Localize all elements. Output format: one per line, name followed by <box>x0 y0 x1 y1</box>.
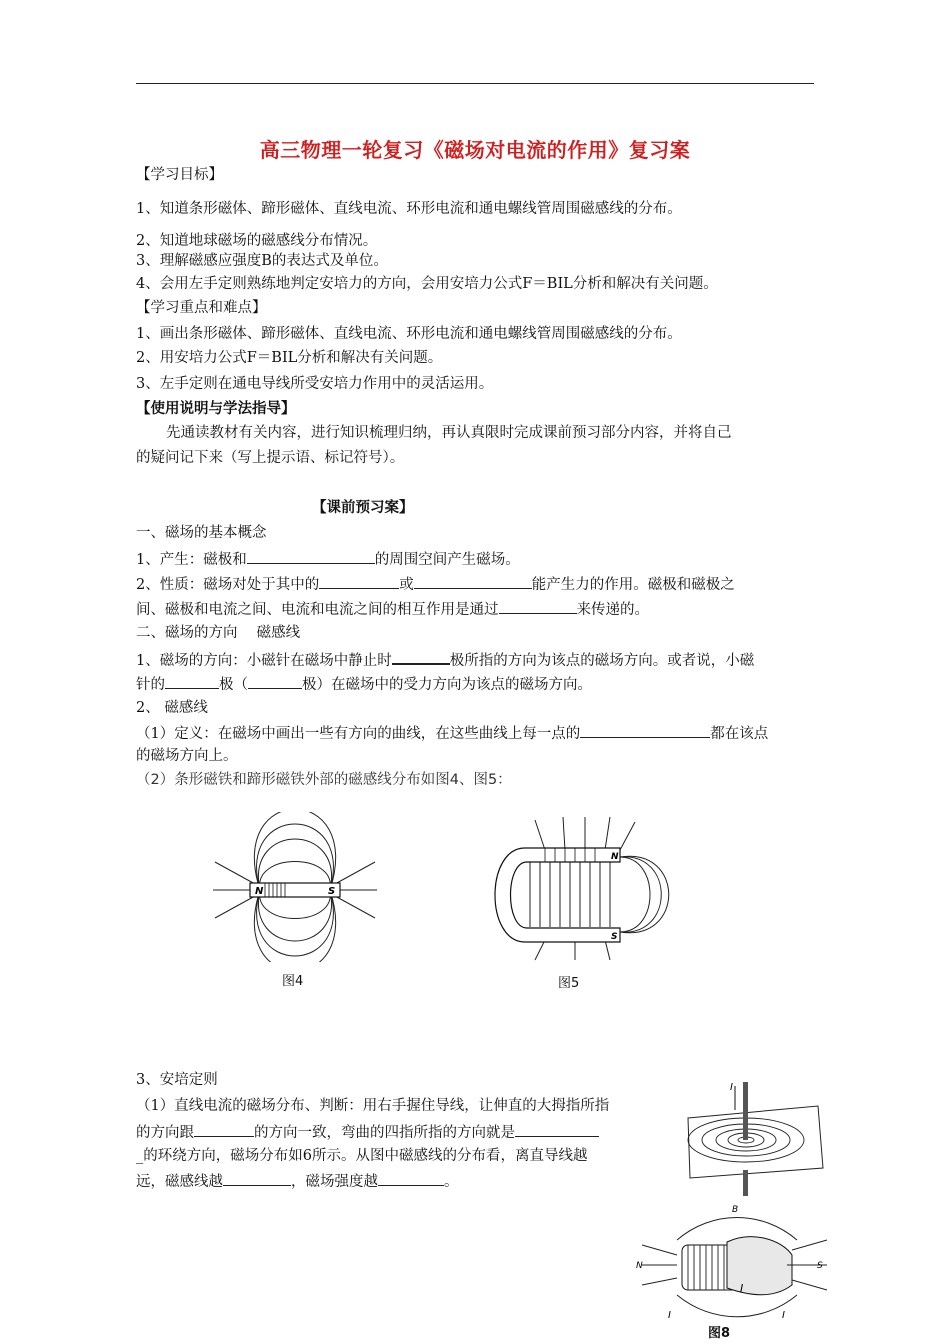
fill-line: 1、磁场的方向：小磁针在磁场中静止时 极所指的方向为该点的磁场方向。或者说，小磁 <box>136 648 754 671</box>
blank-field[interactable] <box>165 673 219 689</box>
fill-line: 针的 极（ 极）在磁场中的受力方向为该点的磁场方向。 <box>136 673 592 695</box>
south-pole-label: S <box>328 886 336 897</box>
solenoid-figure <box>632 1200 832 1324</box>
guide-line: 的疑问记下来（写上提示语、标记符号）。 <box>136 450 405 466</box>
blank-field[interactable] <box>194 1121 254 1137</box>
current-label: I <box>730 1082 733 1093</box>
fill-line: （1）定义：在磁场中画出一些有方向的曲线，在这些曲线上每一点的 都在该点 <box>136 722 768 744</box>
section-title: 二、磁场的方向 磁感线 <box>136 625 301 641</box>
blank-field[interactable] <box>248 673 302 689</box>
section-title: 一、磁场的基本概念 <box>136 525 267 541</box>
figure-5-caption: 图5 <box>558 976 580 991</box>
key-item: 3、左手定则在通电导线所受安培力作用中的灵活运用。 <box>136 376 494 392</box>
blank-field[interactable] <box>247 548 375 564</box>
blank-field[interactable] <box>414 573 532 589</box>
fill-line: 间、磁极和电流之间、电流和电流之间的相互作用是通过 来传递的。 <box>136 598 649 620</box>
figure-8-caption: 图8 <box>708 1326 731 1341</box>
text-line: （1）直线电流的磁场分布、判断：用右手握住导线，让伸直的大拇指所指 <box>136 1098 610 1114</box>
straight-current-figure <box>678 1078 828 1200</box>
figure-4-caption: 图4 <box>282 974 304 989</box>
current-label: I <box>782 1310 785 1321</box>
key-item: 1、画出条形磁体、蹄形磁体、直线电流、环形电流和通电螺线管周围磁感线的分布。 <box>136 326 682 342</box>
section-title: 3、安培定则 <box>136 1072 218 1088</box>
page-title: 高三物理一轮复习《磁场对电流的作用》复习案 <box>259 138 691 162</box>
key-item: 2、用安培力公式F＝BIL分析和解决有关问题。 <box>136 350 443 366</box>
goal-item: 1、知道条形磁体、蹄形磁体、直线电流、环形电流和通电螺线管周围磁感线的分布。 <box>136 201 682 217</box>
goal-item: 3、理解磁感应强度B的表达式及单位。 <box>136 253 388 269</box>
header-rule <box>136 83 814 84</box>
text-line: （2）条形磁铁和蹄形磁铁外部的磁感线分布如图4、图5： <box>136 772 512 788</box>
subsection-title: 2、 磁感线 <box>136 700 208 716</box>
goal-item: 4、会用左手定则熟练地判定安培力的方向，会用安培力公式F＝BIL分析和解决有关问题。 <box>136 276 718 292</box>
fill-line: 的方向跟 的方向一致，弯曲的四指所指的方向就是 <box>136 1121 599 1143</box>
blank-field[interactable] <box>515 1121 599 1137</box>
north-pole-label: N <box>636 1261 643 1271</box>
guide-line: 先通读教材有关内容，进行知识梳理归纳，再认真限时完成课前预习部分内容，并将自己 <box>166 425 732 441</box>
north-pole-label: N <box>611 852 619 862</box>
goal-item: 2、知道地球磁场的磁感线分布情况。 <box>136 233 378 249</box>
field-label: B <box>732 1205 739 1215</box>
goals-header: 【学习目标】 <box>136 167 223 183</box>
bar-magnet-figure <box>205 812 385 962</box>
blank-field[interactable] <box>499 598 577 614</box>
fill-line: 远，磁感线越 ，磁场强度越 。 <box>136 1170 459 1192</box>
guide-header: 【使用说明与学法指导】 <box>136 400 296 417</box>
blank-field[interactable] <box>378 1170 444 1186</box>
horseshoe-magnet-figure <box>485 812 685 962</box>
south-pole-label: S <box>817 1261 823 1271</box>
text-line: _的环绕方向，磁场分布如6所示。从图中磁感线的分布看，离直导线越 <box>136 1148 588 1164</box>
blank-field[interactable] <box>319 573 399 589</box>
text-line: 的磁场方向上。 <box>136 748 238 764</box>
fill-line: 2、性质：磁场对处于其中的 或 能产生力的作用。磁极和磁极之 <box>136 573 735 595</box>
current-label: I <box>740 1282 744 1295</box>
south-pole-label: S <box>611 932 618 942</box>
key-header: 【学习重点和难点】 <box>136 300 267 316</box>
blank-field[interactable] <box>392 648 450 665</box>
north-pole-label: N <box>255 886 264 897</box>
current-label: I <box>668 1310 671 1321</box>
preview-header: 【课前预习案】 <box>312 499 414 516</box>
fill-line: 1、产生：磁极和 的周围空间产生磁场。 <box>136 548 520 570</box>
blank-field[interactable] <box>580 722 710 738</box>
blank-field[interactable] <box>223 1170 291 1186</box>
